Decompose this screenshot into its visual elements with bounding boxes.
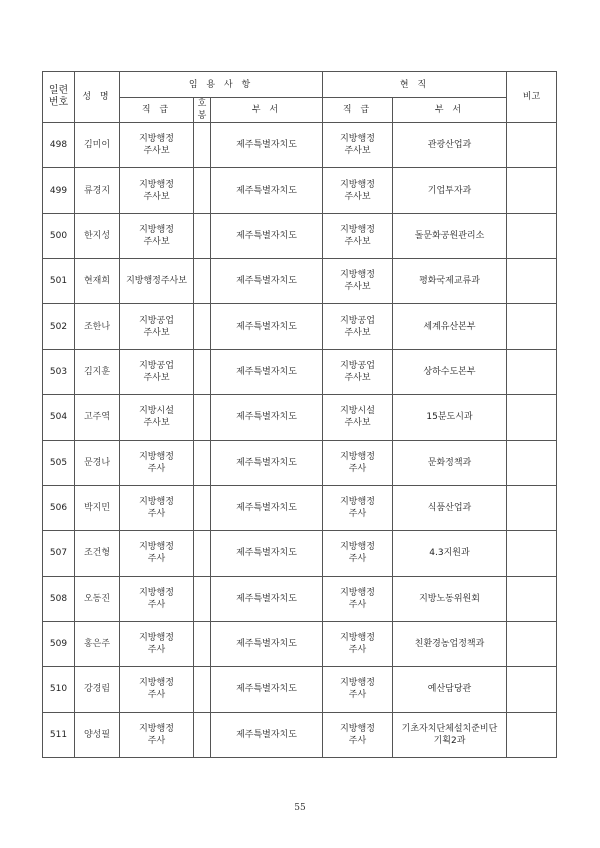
current-dept-cell: [393, 712, 507, 757]
dept-cell: 제주특별자치도: [211, 304, 323, 349]
seq-number-cell: 506: [43, 485, 75, 530]
step-cell: [194, 213, 211, 258]
rank-cell: [120, 123, 194, 168]
current-rank-cell-line: 주사보: [344, 236, 371, 247]
current-position-header: 현 직: [323, 72, 507, 98]
current-rank-cell-line: 지방행정: [340, 451, 375, 462]
rank-cell-line: 주사보: [143, 372, 170, 383]
current-rank-cell-line: 주사: [348, 690, 367, 701]
note-header: 비고: [507, 72, 557, 123]
seq-number-cell: 499: [43, 168, 75, 213]
note-cell: [507, 621, 557, 666]
rank-cell-line: 지방행정주사보: [126, 276, 187, 287]
current-dept-cell-line: 평화국제교류과: [419, 276, 480, 287]
step-cell: [194, 168, 211, 213]
current-dept-cell-line: 친환경농업정책과: [414, 639, 485, 650]
step-header: 호봉: [194, 98, 211, 123]
rank-cell-line: 주사: [147, 690, 166, 701]
note-cell: [507, 576, 557, 621]
seq-number-cell: 507: [43, 531, 75, 576]
rank-cell: [120, 485, 194, 530]
table-row: [43, 712, 557, 757]
current-rank-cell-line: 지방행정: [340, 270, 375, 281]
current-rank-cell: [323, 712, 393, 757]
step-cell: [194, 123, 211, 168]
current-rank-cell-line: 지방공업: [340, 360, 375, 371]
current-rank-header: 직 급: [323, 98, 393, 123]
current-rank-cell: [323, 123, 393, 168]
current-dept-cell-line: 예산담당관: [427, 684, 472, 695]
rank-cell-line: 주사보: [143, 327, 170, 338]
seq-number-cell: 500: [43, 213, 75, 258]
seq-number-cell: 501: [43, 259, 75, 304]
dept-cell: 제주특별자치도: [211, 576, 323, 621]
table-row: [43, 213, 557, 258]
dept-cell: 제주특별자치도: [211, 485, 323, 530]
current-dept-cell-line: 기업투자과: [427, 185, 472, 196]
dept-cell: 제주특별자치도: [211, 349, 323, 394]
current-rank-cell-line: 지방행정: [340, 633, 375, 644]
rank-cell-line: 주사보: [143, 191, 170, 202]
name-cell: 류경지: [75, 168, 120, 213]
table-row: [43, 395, 557, 440]
name-cell: 현재희: [75, 259, 120, 304]
note-cell: [507, 440, 557, 485]
current-rank-cell-line: 주사보: [344, 418, 371, 429]
rank-header: 직 급: [120, 98, 194, 123]
table-row: [43, 667, 557, 712]
seq-number-header-line1: 일련: [48, 85, 69, 96]
dept-cell: 제주특별자치도: [211, 531, 323, 576]
seq-number-cell: 498: [43, 123, 75, 168]
note-cell: [507, 123, 557, 168]
step-cell: [194, 259, 211, 304]
note-cell: [507, 667, 557, 712]
dept-cell: 제주특별자치도: [211, 259, 323, 304]
current-rank-cell-line: 주사: [348, 599, 367, 610]
rank-cell-line: 지방행정: [139, 224, 174, 235]
current-dept-cell-line: 4.3지원과: [429, 548, 470, 559]
current-rank-cell-line: 주사: [348, 463, 367, 474]
name-cell: 고주역: [75, 395, 120, 440]
note-cell: [507, 259, 557, 304]
table-row: [43, 349, 557, 394]
rank-cell-line: 지방행정: [139, 723, 174, 734]
name-cell: 조한나: [75, 304, 120, 349]
step-cell: [194, 304, 211, 349]
dept-cell: 제주특별자치도: [211, 213, 323, 258]
current-dept-cell-line: 기초자치단체설치준비단: [401, 723, 498, 734]
name-cell: 문경나: [75, 440, 120, 485]
rank-cell-line: 지방행정: [139, 587, 174, 598]
seq-number-cell: 510: [43, 667, 75, 712]
rank-cell: [120, 712, 194, 757]
current-rank-cell-line: 주사보: [344, 327, 371, 338]
rank-cell: [120, 259, 194, 304]
step-cell: [194, 395, 211, 440]
rank-cell: [120, 576, 194, 621]
seq-number-cell: 503: [43, 349, 75, 394]
rank-cell-line: 지방행정: [139, 451, 174, 462]
dept-cell: 제주특별자치도: [211, 123, 323, 168]
current-dept-cell: [393, 259, 507, 304]
dept-cell: 제주특별자치도: [211, 712, 323, 757]
rank-cell: [120, 168, 194, 213]
current-dept-cell-line: 돌문화공원관리소: [414, 230, 485, 241]
current-rank-cell: [323, 576, 393, 621]
step-cell: [194, 531, 211, 576]
step-cell: [194, 349, 211, 394]
table-row: [43, 531, 557, 576]
name-cell: 양성필: [75, 712, 120, 757]
name-cell: 홍은주: [75, 621, 120, 666]
table-row: [43, 259, 557, 304]
current-dept-cell: [393, 576, 507, 621]
rank-cell: [120, 304, 194, 349]
rank-cell-line: 지방공업: [139, 315, 174, 326]
seq-number-cell: 511: [43, 712, 75, 757]
rank-cell: [120, 667, 194, 712]
rank-cell-line: 주사: [147, 554, 166, 565]
rank-cell-line: 주사보: [143, 146, 170, 157]
step-cell: [194, 485, 211, 530]
current-dept-cell-line: 문화정책과: [427, 457, 472, 468]
name-cell: 박지민: [75, 485, 120, 530]
current-dept-cell: [393, 168, 507, 213]
current-rank-cell-line: 지방행정: [340, 134, 375, 145]
rank-cell-line: 지방시설: [139, 406, 174, 417]
current-dept-cell-line: 관광산업과: [427, 140, 472, 151]
table-row: [43, 621, 557, 666]
current-rank-cell-line: 지방행정: [340, 678, 375, 689]
current-dept-cell: [393, 667, 507, 712]
current-dept-cell-line: 상하수도본부: [423, 366, 476, 377]
rank-cell: [120, 349, 194, 394]
table-row: [43, 304, 557, 349]
current-rank-cell: [323, 349, 393, 394]
note-cell: [507, 304, 557, 349]
current-rank-cell-line: 지방행정: [340, 542, 375, 553]
current-rank-cell-line: 지방공업: [340, 315, 375, 326]
name-cell: 오동진: [75, 576, 120, 621]
current-rank-cell: [323, 485, 393, 530]
rank-cell-line: 주사: [147, 509, 166, 520]
step-cell: [194, 576, 211, 621]
note-cell: [507, 712, 557, 757]
table-row: [43, 576, 557, 621]
current-dept-cell-line: 15분도시과: [426, 412, 473, 423]
current-rank-cell-line: 지방시설: [340, 406, 375, 417]
seq-number-header: [43, 72, 75, 123]
note-cell: [507, 531, 557, 576]
note-cell: [507, 349, 557, 394]
name-cell: 조건형: [75, 531, 120, 576]
personnel-roster-table: [42, 71, 557, 758]
rank-cell-line: 지방행정: [139, 497, 174, 508]
note-cell: [507, 395, 557, 440]
current-rank-cell-line: 주사보: [344, 282, 371, 293]
current-dept-cell-line: 기획2과: [433, 735, 466, 746]
current-dept-cell: [393, 440, 507, 485]
rank-cell-line: 주사: [147, 463, 166, 474]
name-cell: 한지성: [75, 213, 120, 258]
rank-cell-line: 주사: [147, 645, 166, 656]
current-dept-cell: [393, 123, 507, 168]
table-row: [43, 440, 557, 485]
current-rank-cell-line: 주사: [348, 645, 367, 656]
table-row: [43, 123, 557, 168]
current-dept-cell: [393, 531, 507, 576]
rank-cell-line: 주사: [147, 599, 166, 610]
current-rank-cell: [323, 259, 393, 304]
current-rank-cell-line: 주사보: [344, 191, 371, 202]
rank-cell-line: 지방행정: [139, 633, 174, 644]
page-number: 55: [294, 803, 306, 813]
current-rank-cell: [323, 395, 393, 440]
seq-number-cell: 505: [43, 440, 75, 485]
name-cell: 김미이: [75, 123, 120, 168]
note-cell: [507, 485, 557, 530]
table-row: [43, 168, 557, 213]
step-cell: [194, 621, 211, 666]
dept-header: 부 서: [211, 98, 323, 123]
rank-cell-line: 지방행정: [139, 134, 174, 145]
current-dept-cell-line: 세계유산본부: [423, 321, 476, 332]
dept-cell: 제주특별자치도: [211, 440, 323, 485]
rank-cell-line: 주사: [147, 735, 166, 746]
rank-cell: [120, 395, 194, 440]
table-row: [43, 485, 557, 530]
current-rank-cell: [323, 304, 393, 349]
rank-cell: [120, 531, 194, 576]
current-rank-cell: [323, 667, 393, 712]
note-cell: [507, 213, 557, 258]
step-cell: [194, 440, 211, 485]
current-rank-cell-line: 지방행정: [340, 179, 375, 190]
current-rank-cell-line: 주사: [348, 735, 367, 746]
current-dept-cell: [393, 395, 507, 440]
rank-cell: [120, 440, 194, 485]
current-dept-cell: [393, 304, 507, 349]
current-dept-cell: [393, 621, 507, 666]
dept-cell: 제주특별자치도: [211, 621, 323, 666]
name-cell: 김지훈: [75, 349, 120, 394]
current-dept-cell-line: 지방노동위원회: [419, 593, 480, 604]
current-dept-cell: [393, 349, 507, 394]
current-rank-cell-line: 지방행정: [340, 587, 375, 598]
rank-cell-line: 지방행정: [139, 542, 174, 553]
seq-number-cell: 509: [43, 621, 75, 666]
step-cell: [194, 712, 211, 757]
rank-cell-line: 주사보: [143, 418, 170, 429]
current-rank-cell-line: 지방행정: [340, 723, 375, 734]
dept-cell: 제주특별자치도: [211, 168, 323, 213]
current-dept-header: 부 서: [393, 98, 507, 123]
current-dept-cell: [393, 213, 507, 258]
current-rank-cell: [323, 440, 393, 485]
current-rank-cell: [323, 213, 393, 258]
current-rank-cell: [323, 621, 393, 666]
note-cell: [507, 168, 557, 213]
seq-number-header-line2: 번호: [48, 97, 69, 108]
rank-cell: [120, 621, 194, 666]
rank-cell-line: 지방행정: [139, 179, 174, 190]
current-rank-cell-line: 주사: [348, 554, 367, 565]
rank-cell: [120, 213, 194, 258]
rank-cell-line: 지방행정: [139, 678, 174, 689]
current-dept-cell: [393, 485, 507, 530]
step-cell: [194, 667, 211, 712]
current-rank-cell: [323, 168, 393, 213]
appointment-header: 임 용 사 항: [120, 72, 323, 98]
current-rank-cell-line: 지방행정: [340, 497, 375, 508]
current-rank-cell: [323, 531, 393, 576]
current-rank-cell-line: 지방행정: [340, 224, 375, 235]
rank-cell-line: 주사보: [143, 236, 170, 247]
current-rank-cell-line: 주사보: [344, 146, 371, 157]
dept-cell: 제주특별자치도: [211, 667, 323, 712]
current-rank-cell-line: 주사보: [344, 372, 371, 383]
current-dept-cell-line: 식품산업과: [427, 503, 472, 514]
rank-cell-line: 지방공업: [139, 360, 174, 371]
name-cell: 강경림: [75, 667, 120, 712]
dept-cell: 제주특별자치도: [211, 395, 323, 440]
seq-number-cell: 508: [43, 576, 75, 621]
name-header: 성 명: [75, 72, 120, 123]
current-rank-cell-line: 주사: [348, 509, 367, 520]
seq-number-cell: 502: [43, 304, 75, 349]
seq-number-cell: 504: [43, 395, 75, 440]
roster-body: [43, 123, 557, 758]
